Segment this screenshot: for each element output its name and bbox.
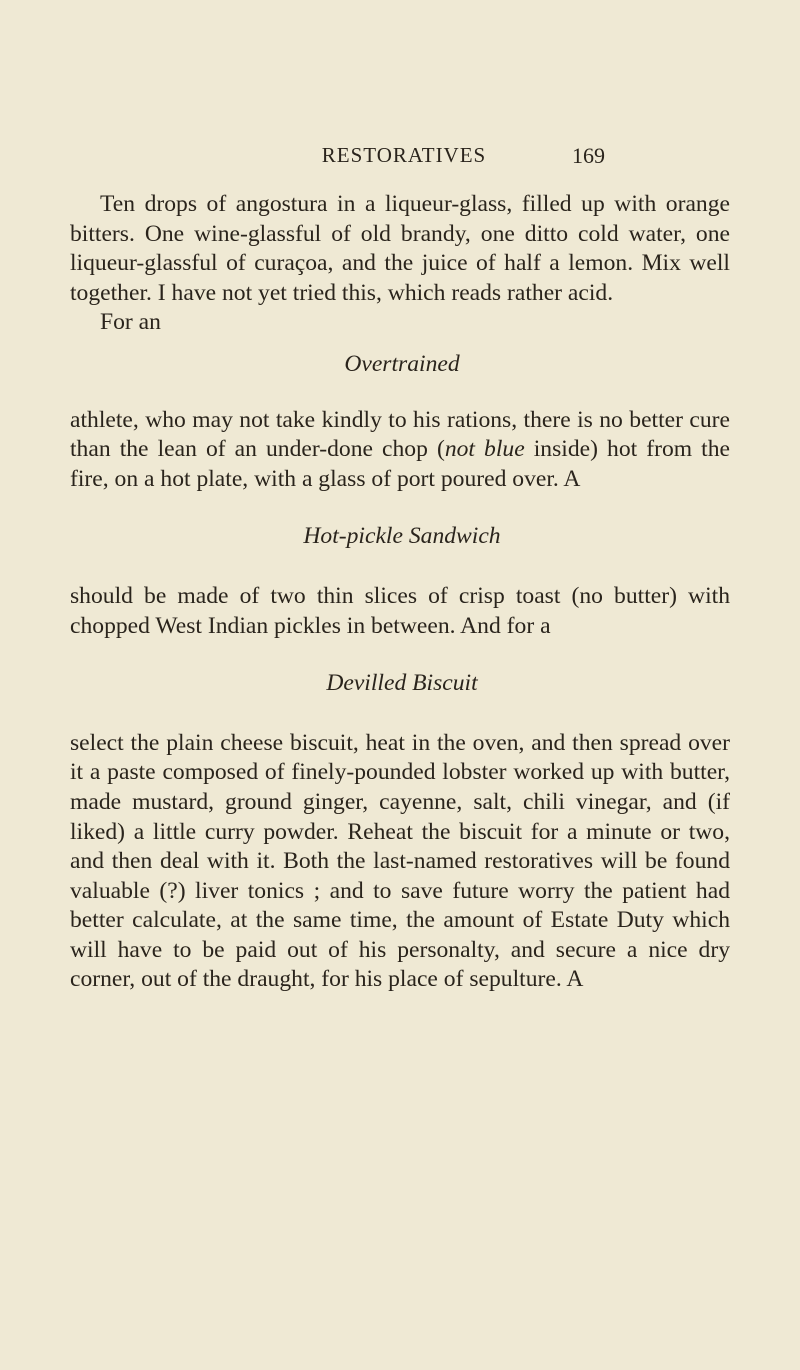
paragraph-athlete-start: athlete, who may not take kindly to his rations, there is no better cure than the lean of an under-done chop ( (70, 406, 730, 463)
paragraph-athlete-italic: not blue (444, 436, 525, 463)
body-text (70, 190, 730, 995)
paragraph-biscuit: select the plain cheese biscuit, heat in the oven, and then spread over it a paste composed of finely-pounded lobster worked up with butter, made mustard, ground ginger, cayenne, salt, chili vinegar, and (if liked) a little curry powder. Reheat the biscuit for a minute or two, and then deal with it. Both the last-named restoratives will be found valuable (?) liver tonics ; and to save future worry the patient had better calculate, at the same time, the amount of Estate Duty which will have to be paid out of his personalty, and secure a nice dry corner, out of the draught, for his place of sepulture. A (70, 729, 730, 993)
heading-hot-pickle-sandwich: Hot-pickle Sandwich (303, 523, 501, 550)
lead-in-for-an: For an (100, 309, 161, 336)
paragraph-angostura: Ten drops of angostura in a liqueur-glass, filled up with orange bitters. One wine-glassful of old brandy, one ditto cold water, one liqueur-glassful of curaçoa, and the juice of half a lemon. Mix well together. I have not yet tried this, which reads rather acid. (70, 191, 730, 306)
heading-overtrained: Overtrained (344, 350, 460, 377)
paragraph-athlete (70, 406, 730, 495)
page-number: 169 (572, 143, 605, 168)
heading-devilled-biscuit: Devilled Biscuit (326, 670, 478, 697)
paragraph-athlete-end: inside) hot from the fire, on a hot plate, with a glass of port poured over. A (70, 436, 730, 492)
running-head (0, 143, 800, 173)
running-title: RESTORATIVES (321, 143, 487, 167)
paragraph-sandwich: should be made of two thin slices of crisp toast (no butter) with chopped West Indian pickles in between. And for a (70, 582, 730, 639)
